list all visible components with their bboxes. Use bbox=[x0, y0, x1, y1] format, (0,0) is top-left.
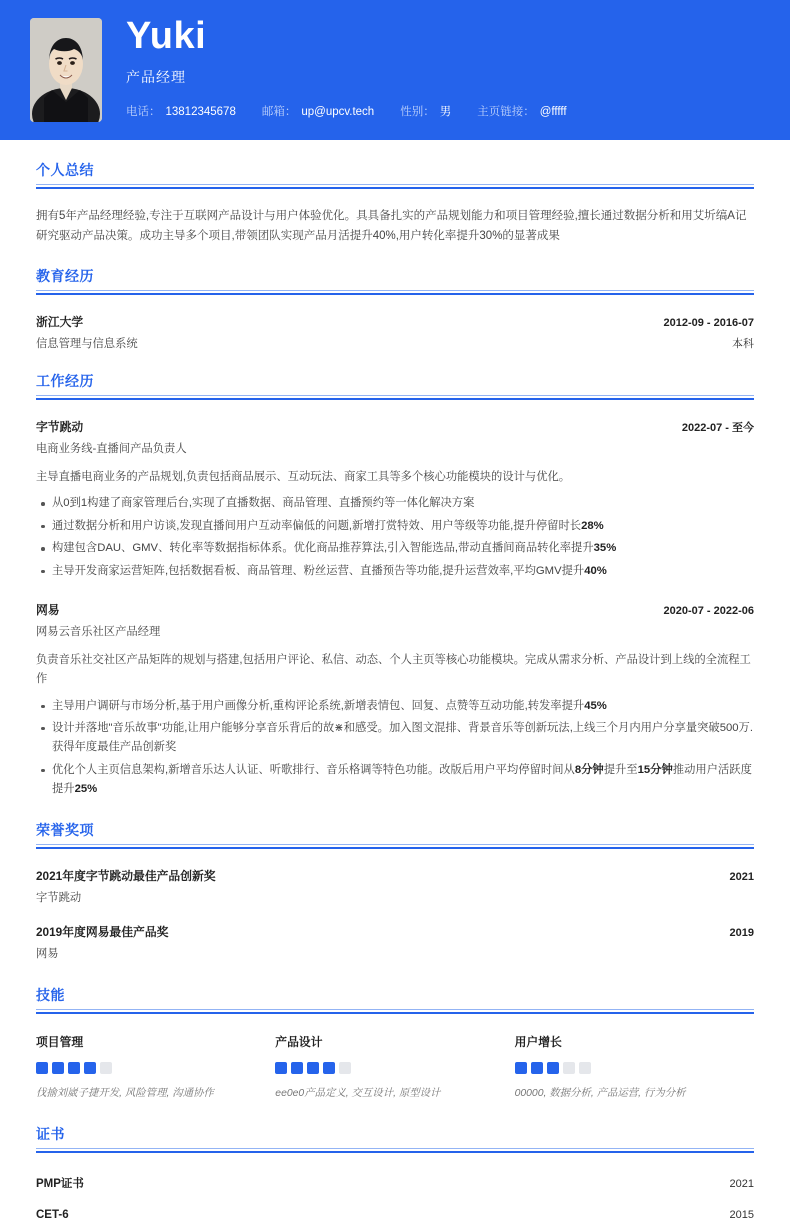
section-work-title: 工作经历 bbox=[36, 373, 94, 390]
section-honors bbox=[36, 820, 754, 961]
list-item: 通过数据分析和用户访谈,发现直播间用户互动率偏低的问题,新增打赏特效、用户等级等功能,提升停留时长28% bbox=[52, 517, 754, 536]
company-name: 网易 bbox=[36, 603, 60, 618]
divider-thin bbox=[36, 184, 754, 185]
rating-dot-filled bbox=[36, 1062, 48, 1074]
rating-dot-filled bbox=[52, 1062, 64, 1074]
honor-entry-sub bbox=[36, 889, 754, 905]
contact-email-value: up@upcv.tech bbox=[301, 106, 375, 119]
education-entry bbox=[36, 313, 754, 351]
rating-dot-empty bbox=[339, 1062, 351, 1074]
rating-dot-filled bbox=[547, 1062, 559, 1074]
certificate-row bbox=[36, 1209, 754, 1221]
divider-thin bbox=[36, 1148, 754, 1149]
job-title: 产品经理 bbox=[126, 69, 186, 86]
contact-email bbox=[262, 103, 374, 119]
list-item: 设计并落地"音乐故事"功能,让用户能够分享音乐背后的故⋇和感受。加入图文混排、背景音乐等创新玩法,上线三个月内用户分享量突破500万.获得年度最佳产品创新奖 bbox=[52, 719, 754, 758]
rating-dot-filled bbox=[307, 1062, 319, 1074]
rating-dot-filled bbox=[531, 1062, 543, 1074]
resume-header bbox=[0, 0, 790, 140]
section-skills bbox=[36, 985, 754, 1102]
work-entry bbox=[36, 418, 754, 581]
list-item: 优化个人主页信息架构,新增音乐达人认证、听歌排行、音乐格调等特色功能。改版后用户平均停留时间从8分钟提升至15分钟推动用户活跃度提升25% bbox=[52, 761, 754, 800]
work-desc: 负责音乐社交社区产品矩阵的规划与搭建,包括用户评论、私信、动态、个人主页等核心功能模块。完成从需求分析、产品设计到上线的全流程工作 bbox=[36, 654, 751, 686]
section-skills-title: 技能 bbox=[36, 986, 65, 1003]
skill-item bbox=[275, 1033, 514, 1102]
honor-org: 网易 bbox=[36, 947, 59, 960]
work-desc: 主导直播电商业务的产品规划,负责包括商品展示、互动玩法、商家工具等多个核心功能模块的设计与优化。 bbox=[36, 471, 571, 484]
work-date: 2022-07 - 至今 bbox=[681, 422, 754, 435]
honor-org: 字节跳动 bbox=[36, 891, 82, 904]
work-entry-top bbox=[36, 418, 754, 435]
skill-desc: ee0e0产品定义, 交互设计, 原型设计 bbox=[275, 1087, 441, 1099]
contact-gender-label: 性别： bbox=[400, 106, 435, 119]
work-role: 网易云音乐社区产品经理 bbox=[36, 626, 161, 639]
section-summary bbox=[36, 160, 754, 246]
list-item: 主导用户调研与市场分析,基于用户画像分析,重构评论系统,新增表情包、回复、点赞等互动功能,转发率提升45% bbox=[52, 697, 754, 716]
honor-entry bbox=[36, 867, 754, 905]
skill-rating bbox=[515, 1062, 728, 1074]
section-skills-head bbox=[36, 985, 754, 1020]
page-title: Yuki bbox=[126, 14, 207, 57]
work-bullets bbox=[36, 494, 754, 581]
skill-item bbox=[36, 1033, 275, 1102]
contact-phone bbox=[126, 103, 236, 119]
divider-thick bbox=[36, 187, 754, 189]
contact-row bbox=[126, 103, 567, 119]
section-education-title: 教育经历 bbox=[36, 268, 94, 285]
contact-phone-value: 13812345678 bbox=[165, 106, 236, 119]
summary-text: 拥有5年产品经理经验,专注于互联网产品设计与用户体验优化。具具备扎实的产品规划能力和项目管理经验,擅长通过数据分析和用艾圻缟A记研究驱动产品决策。成功主导多个项目,带领团队实现产品月活提升40%,用户转化率提升30%的显著成果 bbox=[36, 210, 747, 243]
contact-gender bbox=[400, 103, 451, 119]
certificate-row bbox=[36, 1175, 754, 1191]
company-name: 字节跳动 bbox=[36, 420, 84, 435]
certificate-year: 2021 bbox=[729, 1177, 754, 1190]
rating-dot-filled bbox=[515, 1062, 527, 1074]
section-summary-title: 个人总结 bbox=[36, 162, 94, 178]
header-identity bbox=[126, 14, 567, 124]
rating-dot-filled bbox=[291, 1062, 303, 1074]
work-role: 电商业务线-直播间产品负责人 bbox=[36, 443, 187, 456]
contact-homepage[interactable] bbox=[477, 103, 566, 119]
honor-entry-sub bbox=[36, 945, 754, 961]
skills-grid bbox=[36, 1033, 754, 1102]
certificate-name: CET-6 bbox=[36, 1208, 69, 1221]
section-work-head bbox=[36, 371, 754, 406]
section-education bbox=[36, 266, 754, 351]
honor-name: 2019年度网易最佳产品奖 bbox=[36, 924, 169, 939]
skill-desc: 伐揄刘崴子捷开发, 风险管理, 沟通协作 bbox=[36, 1087, 214, 1099]
work-entry bbox=[36, 601, 754, 800]
rating-dot-filled bbox=[275, 1062, 287, 1074]
section-education-head bbox=[36, 266, 754, 301]
list-item: 构建包含DAU、GMV、转化率等数据指标体系。优化商品推荐算法,引入智能选品,带动直播间商品转化率提升35% bbox=[52, 539, 754, 558]
rating-dot-empty bbox=[563, 1062, 575, 1074]
work-entry-top bbox=[36, 601, 754, 618]
contact-homepage-value[interactable]: @fffff bbox=[539, 106, 567, 119]
degree: 本科 bbox=[732, 338, 754, 351]
skill-name: 项目管理 bbox=[36, 1034, 84, 1049]
work-entry-sub bbox=[36, 440, 754, 456]
work-entry-sub bbox=[36, 623, 754, 639]
divider-thick bbox=[36, 847, 754, 849]
avatar bbox=[30, 18, 102, 122]
rating-dot-filled bbox=[84, 1062, 96, 1074]
skill-rating bbox=[36, 1062, 249, 1074]
rating-dot-filled bbox=[68, 1062, 80, 1074]
divider-thin bbox=[36, 844, 754, 845]
contact-phone-label: 电话： bbox=[126, 106, 161, 119]
work-bullets bbox=[36, 697, 754, 800]
divider-thick bbox=[36, 1151, 754, 1153]
list-item: 主导开发商家运营矩阵,包括数据看板、商品管理、粉丝运营、直播预告等功能,提升运营效率,平均GMV提升40% bbox=[52, 562, 754, 581]
divider-thin bbox=[36, 395, 754, 396]
resume-body bbox=[0, 160, 790, 1221]
skill-item bbox=[515, 1033, 754, 1102]
rating-dot-filled bbox=[323, 1062, 335, 1074]
contact-email-label: 邮箱： bbox=[261, 106, 297, 119]
major: 信息管理与信息系统 bbox=[36, 338, 138, 351]
section-summary-head bbox=[36, 160, 754, 195]
divider-thin bbox=[36, 290, 754, 291]
certificate-year: 2015 bbox=[729, 1208, 754, 1221]
section-certificates-head bbox=[36, 1124, 754, 1159]
honor-entry-top bbox=[36, 923, 754, 940]
skill-name: 产品设计 bbox=[275, 1034, 323, 1049]
education-entry-sub bbox=[36, 335, 754, 351]
divider-thick bbox=[36, 1012, 754, 1014]
divider-thick bbox=[36, 398, 754, 400]
honor-year: 2021 bbox=[729, 870, 754, 883]
avatar-photo bbox=[30, 18, 102, 122]
skill-rating bbox=[275, 1062, 488, 1074]
education-date: 2012-09 - 2016-07 bbox=[663, 317, 754, 330]
school-name: 浙江大学 bbox=[36, 315, 84, 330]
section-honors-head bbox=[36, 820, 754, 855]
skill-desc: 00000, 数据分析, 产品运营, 行为分析 bbox=[514, 1087, 686, 1099]
skill-name: 用户增长 bbox=[514, 1034, 562, 1049]
divider-thick bbox=[36, 293, 754, 295]
certificate-name: PMP证书 bbox=[36, 1177, 84, 1190]
section-certificates bbox=[36, 1124, 754, 1221]
contact-homepage-label: 主页链接： bbox=[477, 106, 535, 119]
rating-dot-empty bbox=[579, 1062, 591, 1074]
honor-name: 2021年度字节跳动最佳产品创新奖 bbox=[36, 868, 216, 883]
education-entry-top bbox=[36, 313, 754, 330]
section-honors-title: 荣誉奖项 bbox=[36, 821, 94, 838]
honor-year: 2019 bbox=[729, 926, 754, 939]
rating-dot-empty bbox=[100, 1062, 112, 1074]
section-work bbox=[36, 371, 754, 799]
list-item: 从0到1构建了商家管理后台,实现了直播数据、商品管理、直播预约等一体化解决方案 bbox=[52, 494, 754, 513]
divider-thin bbox=[36, 1009, 754, 1010]
honor-entry-top bbox=[36, 867, 754, 884]
section-certificates-title: 证书 bbox=[36, 1125, 65, 1142]
honor-entry bbox=[36, 923, 754, 961]
contact-gender-value: 男 bbox=[439, 106, 452, 119]
work-date: 2020-07 - 2022-06 bbox=[663, 605, 754, 618]
